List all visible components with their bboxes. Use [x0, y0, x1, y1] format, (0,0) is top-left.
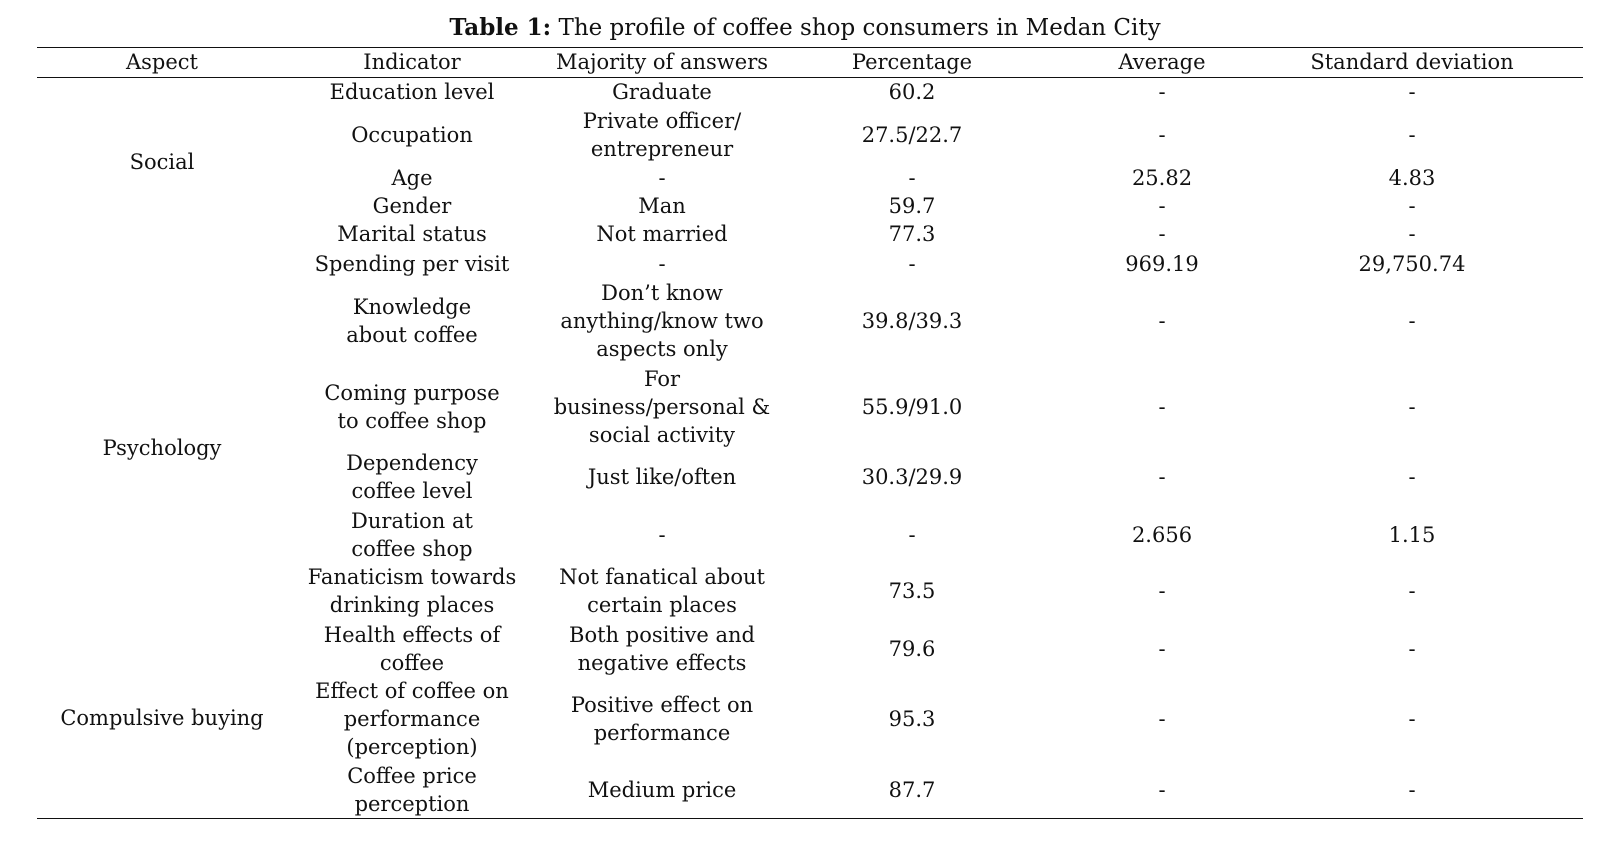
row-12-percentage: 95.3 [888, 707, 936, 731]
header-percentage: Percentage [851, 50, 973, 74]
row-7-sd: - [1408, 395, 1416, 419]
row-6-average: - [1158, 309, 1166, 333]
row-1-majority: Private officer/ entrepreneur [582, 109, 742, 161]
row-3-sd: - [1408, 194, 1416, 218]
row-8-indicator: Dependency coffee level [346, 451, 478, 503]
row-2-percentage: - [908, 166, 916, 190]
row-2-majority: - [658, 166, 666, 190]
row-9-percentage: - [908, 523, 916, 547]
row-11-average: - [1158, 637, 1166, 661]
row-11-indicator: Health effects of coffee [323, 623, 501, 675]
header-aspect: Aspect [125, 50, 198, 74]
row-8-average: - [1158, 465, 1166, 489]
row-10-average: - [1158, 579, 1166, 603]
row-0-percentage: 60.2 [888, 80, 936, 104]
row-13-sd: - [1408, 778, 1416, 802]
row-10-majority: Not fanatical about certain places [559, 565, 765, 617]
row-8-sd: - [1408, 465, 1416, 489]
row-6-percentage: 39.8/39.3 [861, 309, 963, 333]
row-3-indicator: Gender [372, 194, 452, 218]
row-9-sd: 1.15 [1388, 523, 1436, 547]
row-7-indicator: Coming purpose to coffee shop [324, 381, 500, 433]
row-9-average: 2.656 [1131, 523, 1193, 547]
caption-text: The profile of coffee shop consumers in Medan City [558, 15, 1161, 41]
row-9-majority: - [658, 523, 666, 547]
row-3-average: - [1158, 194, 1166, 218]
row-12-indicator: Effect of coffee on performance (perception) [315, 679, 509, 759]
row-12-sd: - [1408, 707, 1416, 731]
row-0-average: - [1158, 80, 1166, 104]
row-6-majority: Don’t know anything/know two aspects only [560, 281, 764, 361]
row-5-majority: - [658, 252, 666, 276]
table-bottom-rule [37, 818, 1583, 819]
row-3-majority: Man [638, 194, 686, 218]
row-2-indicator: Age [391, 166, 433, 190]
header-indicator: Indicator [363, 50, 461, 74]
row-5-percentage: - [908, 252, 916, 276]
row-5-average: 969.19 [1125, 252, 1199, 276]
row-1-average: - [1158, 123, 1166, 147]
header-majority: Majority of answers [555, 50, 769, 74]
row-8-percentage: 30.3/29.9 [861, 465, 963, 489]
row-3-percentage: 59.7 [888, 194, 936, 218]
row-4-majority: Not married [596, 222, 728, 246]
row-7-majority: For business/personal & social activity [553, 367, 771, 447]
row-13-average: - [1158, 778, 1166, 802]
row-11-percentage: 79.6 [888, 637, 936, 661]
table-caption [0, 14, 1610, 42]
row-13-indicator: Coffee price perception [347, 764, 477, 816]
row-4-sd: - [1408, 222, 1416, 246]
row-5-indicator: Spending per visit [314, 252, 510, 276]
aspect-psychology: Psychology [102, 436, 222, 460]
row-12-average: - [1158, 707, 1166, 731]
row-9-indicator: Duration at coffee shop [351, 509, 473, 561]
row-8-majority: Just like/often [587, 465, 737, 489]
row-0-sd: - [1408, 80, 1416, 104]
row-0-indicator: Education level [329, 80, 495, 104]
row-11-sd: - [1408, 637, 1416, 661]
row-6-sd: - [1408, 309, 1416, 333]
header-average: Average [1118, 50, 1206, 74]
row-4-percentage: 77.3 [888, 222, 936, 246]
header-standard-deviation: Standard deviation [1310, 50, 1514, 74]
caption-label: Table 1: [449, 14, 552, 41]
row-10-percentage: 73.5 [888, 579, 936, 603]
row-1-indicator: Occupation [351, 123, 473, 147]
aspect-social: Social [129, 150, 195, 174]
row-1-percentage: 27.5/22.7 [861, 123, 963, 147]
row-10-sd: - [1408, 579, 1416, 603]
aspect-compulsive-buying: Compulsive buying [60, 706, 264, 730]
row-0-majority: Graduate [612, 80, 712, 104]
row-4-average: - [1158, 222, 1166, 246]
row-6-indicator: Knowledge about coffee [346, 295, 478, 347]
row-4-indicator: Marital status [337, 222, 487, 246]
row-7-average: - [1158, 395, 1166, 419]
row-7-percentage: 55.9/91.0 [861, 395, 963, 419]
row-10-indicator: Fanaticism towards drinking places [307, 565, 517, 617]
row-12-majority: Positive effect on performance [570, 693, 754, 745]
row-1-sd: - [1408, 123, 1416, 147]
row-2-average: 25.82 [1131, 166, 1193, 190]
row-5-sd: 29,750.74 [1358, 252, 1466, 276]
row-13-percentage: 87.7 [888, 778, 936, 802]
row-13-majority: Medium price [587, 778, 737, 802]
row-2-sd: 4.83 [1388, 166, 1436, 190]
row-11-majority: Both positive and negative effects [569, 623, 755, 675]
